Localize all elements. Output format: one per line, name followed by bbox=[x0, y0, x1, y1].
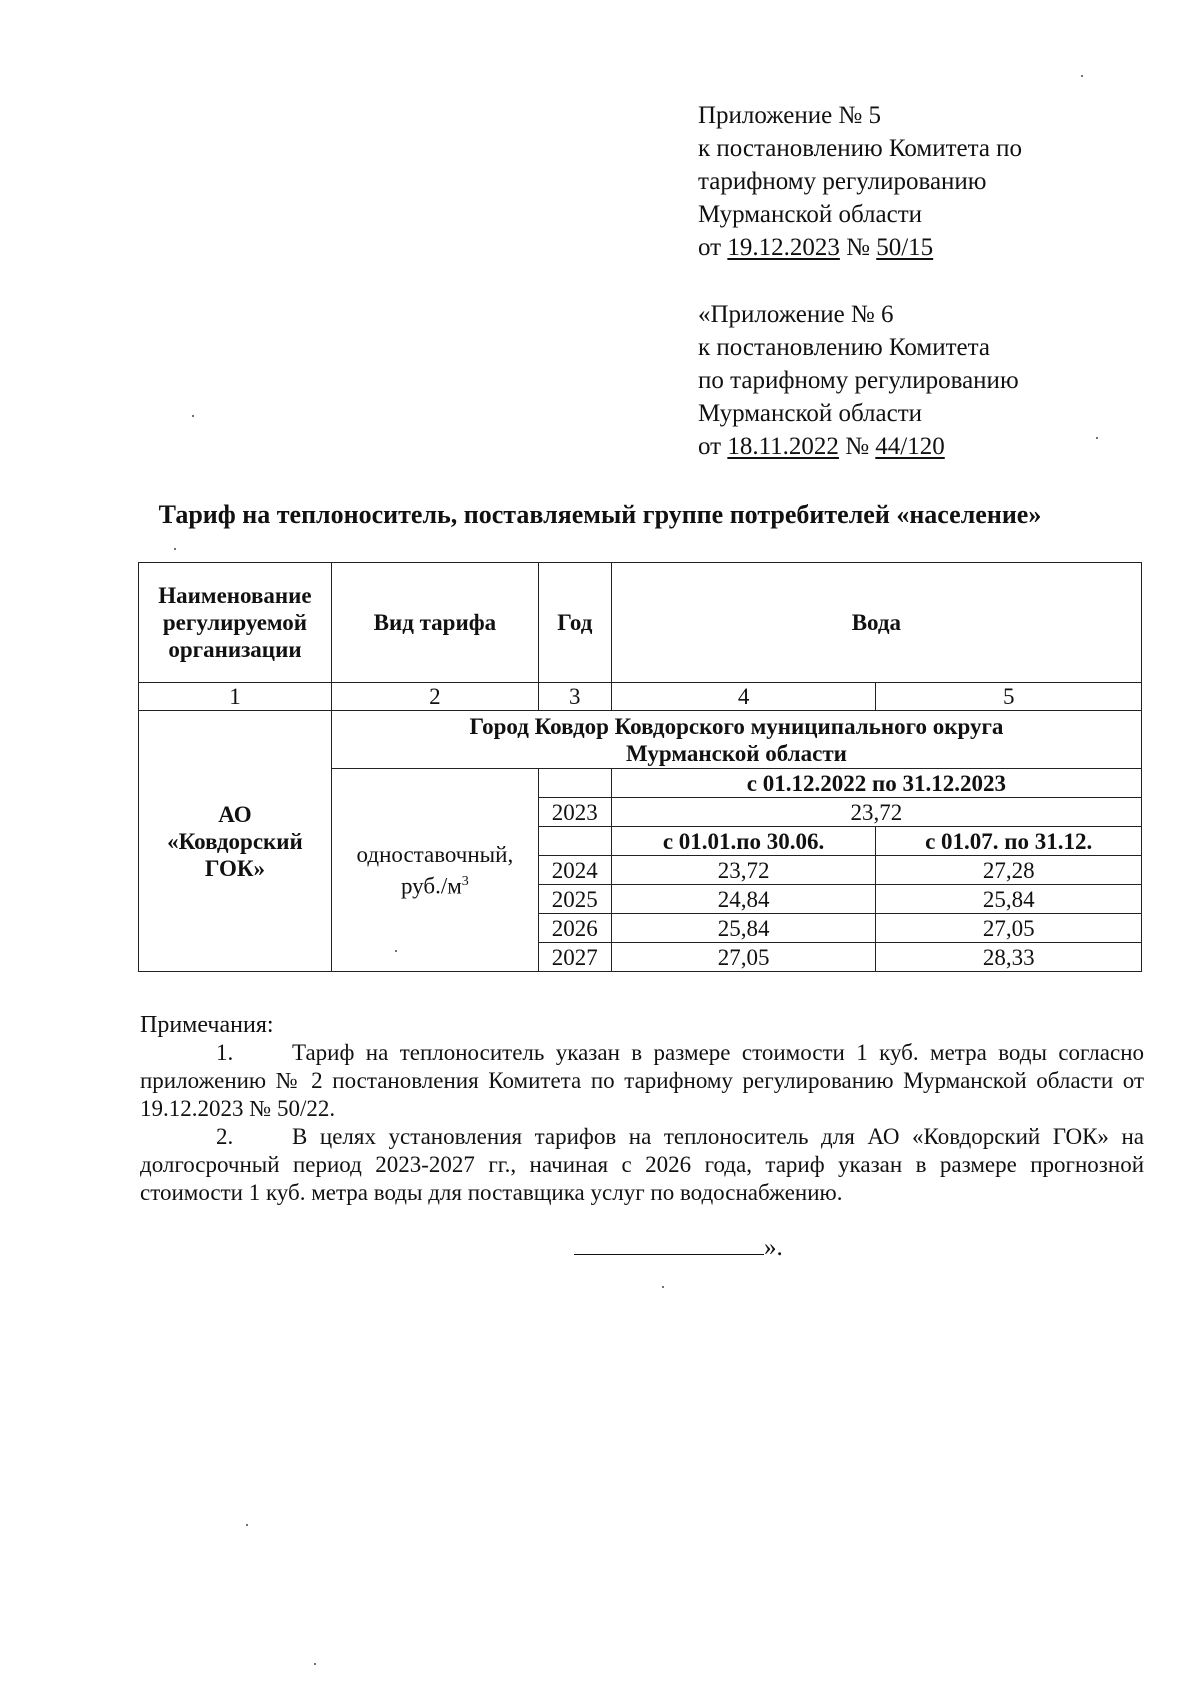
year-cell: 2024 bbox=[538, 856, 611, 885]
appendix-5-date: 19.12.2023 bbox=[727, 234, 840, 261]
value-half1: 25,84 bbox=[611, 914, 876, 943]
appendix-5-number: 50/15 bbox=[876, 234, 934, 261]
value-half2: 27,05 bbox=[876, 914, 1142, 943]
year-cell: 2023 bbox=[538, 798, 611, 827]
scan-speck bbox=[662, 1286, 664, 1288]
year-cell: 2027 bbox=[538, 943, 611, 972]
header-water: Вода bbox=[611, 563, 1141, 683]
value-2023: 23,72 bbox=[611, 798, 1141, 827]
scan-speck bbox=[1081, 75, 1083, 77]
organization-cell: АО «Ковдорский ГОК» bbox=[139, 711, 332, 972]
tariff-table bbox=[138, 562, 1142, 972]
column-number: 2 bbox=[331, 683, 538, 711]
column-number: 5 bbox=[876, 683, 1142, 711]
value-half1: 23,72 bbox=[611, 856, 876, 885]
closing-mark: ». bbox=[574, 1232, 783, 1262]
year-cell-empty bbox=[538, 769, 611, 798]
appendix-5-line2: к постановлению Комитета по bbox=[698, 135, 1023, 162]
page-title: Тариф на теплоноситель, поставляемый группе потребителей «население» bbox=[158, 500, 1042, 529]
scan-speck bbox=[246, 1524, 248, 1526]
year-cell: 2025 bbox=[538, 885, 611, 914]
appendix-6-line3: по тарифному регулированию bbox=[698, 367, 1019, 394]
tariff-kind-cell: одноставочный, $руб./м^3$ bbox=[331, 769, 538, 972]
appendix-6-date-line: от 18.11.2022 № 44/120 bbox=[698, 433, 945, 460]
scan-speck bbox=[395, 950, 397, 952]
appendix-5-line4: Мурманской области bbox=[698, 201, 923, 228]
half2-label: с 01.07. по 31.12. bbox=[876, 827, 1142, 856]
appendix-6-line2: к постановлению Комитета bbox=[698, 334, 990, 361]
header-org: Наименование регулируемой организации bbox=[139, 563, 332, 683]
column-number: 4 bbox=[611, 683, 876, 711]
appendix-6-title: «Приложение № 6 bbox=[698, 301, 894, 328]
appendix-6-block bbox=[698, 298, 1019, 463]
closing-underline bbox=[574, 1232, 764, 1255]
appendix-6-line4: Мурманской области bbox=[698, 400, 923, 427]
scan-speck bbox=[174, 548, 176, 550]
scan-speck bbox=[314, 1663, 316, 1665]
year-cell-empty bbox=[538, 827, 611, 856]
value-half2: 28,33 bbox=[876, 943, 1142, 972]
scan-speck bbox=[1096, 437, 1098, 439]
location-cell: Город Ковдор Ковдорского муниципального округа Мурманской области bbox=[331, 711, 1141, 769]
note-2: 2. В целях установления тарифов на теплоноситель для АО «Ковдорский ГОК» на долгосрочный период 2023-2027 гг., начиная с 2026 года, тариф указан в размере прогнозной стоимости 1 куб. метра воды для поставщика услуг по водоснабжению. bbox=[140, 1124, 1144, 1205]
notes-section bbox=[140, 1011, 1144, 1207]
period-2023-label: с 01.12.2022 по 31.12.2023 bbox=[611, 769, 1141, 798]
value-half1: 27,05 bbox=[611, 943, 876, 972]
appendix-5-block bbox=[698, 99, 1022, 264]
value-half2: 25,84 bbox=[876, 885, 1142, 914]
scan-speck bbox=[192, 415, 194, 417]
header-tariff-type: Вид тарифа bbox=[331, 563, 538, 683]
header-year: Год bbox=[538, 563, 611, 683]
half1-label: с 01.01.по 30.06. bbox=[611, 827, 876, 856]
value-half1: 24,84 bbox=[611, 885, 876, 914]
column-number: 1 bbox=[139, 683, 332, 711]
year-cell: 2026 bbox=[538, 914, 611, 943]
appendix-5-line3: тарифному регулированию bbox=[698, 168, 987, 195]
appendix-5-date-line: от 19.12.2023 № 50/15 bbox=[698, 234, 934, 261]
note-1: 1. Тариф на теплоноситель указан в размере стоимости 1 куб. метра воды согласно приложению № 2 постановления Комитета по тарифному регулированию Мурманской области от 19.12.2023 № 50/22. bbox=[140, 1040, 1144, 1121]
appendix-5-title: Приложение № 5 bbox=[698, 102, 882, 129]
notes-heading: Примечания: bbox=[140, 1012, 274, 1038]
appendix-6-date: 18.11.2022 bbox=[727, 433, 839, 460]
value-half2: 27,28 bbox=[876, 856, 1142, 885]
column-number: 3 bbox=[538, 683, 611, 711]
appendix-6-number: 44/120 bbox=[875, 433, 945, 460]
